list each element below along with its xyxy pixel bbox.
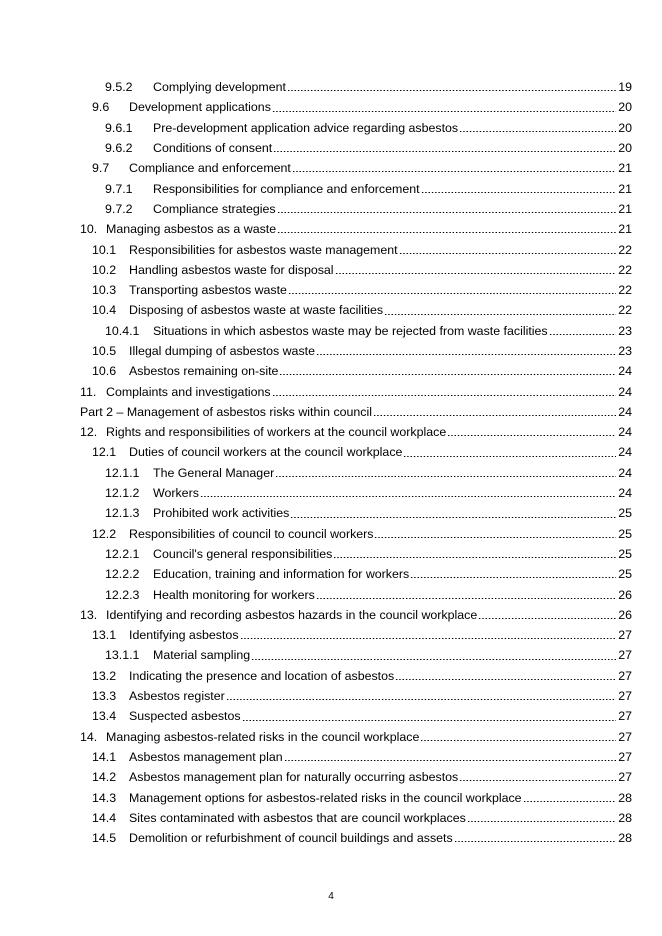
dot-leader xyxy=(277,212,617,213)
dot-leader xyxy=(316,354,616,355)
dot-leader xyxy=(549,334,617,335)
toc-entry-page: 28 xyxy=(618,790,632,805)
dot-leader xyxy=(454,841,617,842)
toc-entry-title: Asbestos management plan xyxy=(129,749,283,764)
toc-entry-page: 28 xyxy=(618,831,632,846)
toc-entry[interactable] xyxy=(0,280,662,300)
toc-entry[interactable] xyxy=(0,341,662,361)
toc-entry-page: 24 xyxy=(618,384,632,399)
toc-entry-title: Complaints and investigations xyxy=(106,384,271,399)
toc-entry-number: 9.7.2 xyxy=(105,201,133,216)
toc-entry-page: 27 xyxy=(618,709,632,724)
toc-entry[interactable] xyxy=(0,321,662,341)
toc-entry-number: 12.2.1 xyxy=(105,546,140,561)
toc-entry-title: Compliance strategies xyxy=(153,201,276,216)
dot-leader xyxy=(277,232,616,233)
dot-leader xyxy=(242,720,617,721)
toc-entry-number: 10.2 xyxy=(92,262,117,277)
dot-leader xyxy=(200,496,616,497)
dot-leader xyxy=(410,577,616,578)
toc-entry[interactable] xyxy=(0,767,662,787)
toc-entry[interactable] xyxy=(0,524,662,544)
toc-entry-number: 12.1.2 xyxy=(105,486,140,501)
toc-entry[interactable] xyxy=(0,77,662,97)
toc-entry[interactable] xyxy=(0,260,662,280)
toc-entry-page: 21 xyxy=(618,201,632,216)
toc-entry-number: 9.6 xyxy=(92,100,110,115)
toc-entry-number: 13.1 xyxy=(92,628,117,643)
toc-entry-page: 28 xyxy=(618,810,632,825)
toc-entry-number: 12.2.3 xyxy=(105,587,140,602)
dot-leader xyxy=(467,821,616,822)
toc-entry-title: Disposing of asbestos waste at waste facilities xyxy=(129,303,384,318)
toc-entry-page: 21 xyxy=(618,222,632,237)
toc-entry-page: 25 xyxy=(618,526,632,541)
toc-entry-title: Identifying asbestos xyxy=(129,628,239,643)
toc-entry-number: 9.6.2 xyxy=(105,141,133,156)
toc-entry-title: Situations in which asbestos waste may be rejected from waste facilities xyxy=(153,323,548,338)
dot-leader xyxy=(275,476,616,477)
toc-entry-number: 9.7.1 xyxy=(105,181,133,196)
toc-entry-title: Suspected asbestos xyxy=(129,709,241,724)
toc-entry[interactable] xyxy=(0,747,662,767)
dot-leader xyxy=(523,801,617,802)
toc-entry-title: Complying development xyxy=(153,80,286,95)
toc-entry[interactable] xyxy=(0,828,662,848)
toc-entry-title: Material sampling xyxy=(153,648,251,663)
toc-entry-page: 27 xyxy=(618,648,632,663)
toc-entry-page: 22 xyxy=(618,262,632,277)
toc-entry-number: 13.2 xyxy=(92,668,117,683)
toc-entry-page: 24 xyxy=(618,364,632,379)
toc-entry-number: 14.5 xyxy=(92,831,117,846)
toc-entry-page: 25 xyxy=(618,546,632,561)
dot-leader xyxy=(384,314,616,315)
toc-entry[interactable] xyxy=(0,787,662,807)
toc-entry-title: Duties of council workers at the council workplace xyxy=(129,445,403,460)
toc-entry[interactable] xyxy=(0,625,662,645)
toc-entry-number: 14.4 xyxy=(92,810,117,825)
toc-entry-page: 27 xyxy=(618,689,632,704)
toc-entry-number: 10. xyxy=(80,222,98,237)
toc-entry[interactable] xyxy=(0,178,662,198)
dot-leader xyxy=(459,131,616,132)
dot-leader xyxy=(273,151,616,152)
toc-entry[interactable] xyxy=(0,706,662,726)
toc-entry-page: 22 xyxy=(618,242,632,257)
toc-entry[interactable] xyxy=(0,584,662,604)
toc-entry[interactable] xyxy=(0,361,662,381)
dot-leader xyxy=(373,415,616,416)
toc-entry-title: Part 2 – Management of asbestos risks within council xyxy=(80,404,373,419)
toc-entry-page: 19 xyxy=(618,80,632,95)
dot-leader xyxy=(226,699,616,700)
toc-entry-number: 14. xyxy=(80,729,98,744)
toc-entry-title: Prohibited work activities xyxy=(153,506,290,521)
toc-entry-number: 10.4 xyxy=(92,303,117,318)
toc-entry-title: Indicating the presence and location of asbestos xyxy=(129,668,395,683)
toc-entry[interactable] xyxy=(0,199,662,219)
toc-entry-number: 9.6.1 xyxy=(105,120,133,135)
toc-entry-page: 24 xyxy=(618,404,632,419)
toc-entry[interactable] xyxy=(0,239,662,259)
toc-entry-number: 13.1.1 xyxy=(105,648,140,663)
toc-entry-page: 20 xyxy=(618,141,632,156)
toc-entry-number: 11. xyxy=(80,384,97,399)
toc-entry-page: 23 xyxy=(618,323,632,338)
toc-entry-page: 22 xyxy=(618,283,632,298)
dot-leader xyxy=(316,598,616,599)
toc-entry[interactable] xyxy=(0,422,662,442)
dot-leader xyxy=(284,760,617,761)
toc-entry[interactable] xyxy=(0,808,662,828)
toc-entry-page: 26 xyxy=(618,587,632,602)
toc-entry-number: 9.7 xyxy=(92,161,110,176)
dot-leader xyxy=(240,638,617,639)
toc-entry-title: The General Manager xyxy=(153,465,275,480)
toc-entry-title: Sites contaminated with asbestos that are council workplaces xyxy=(129,810,466,825)
dot-leader xyxy=(251,659,616,660)
toc-entry-page: 24 xyxy=(618,425,632,440)
toc-entry[interactable] xyxy=(0,503,662,523)
dot-leader xyxy=(447,435,616,436)
toc-entry[interactable] xyxy=(0,402,662,422)
toc-entry-title: Managing asbestos-related risks in the council workplace xyxy=(106,729,420,744)
dot-leader xyxy=(287,90,616,91)
toc-entry-number: 10.1 xyxy=(92,242,117,257)
toc-entry[interactable] xyxy=(0,605,662,625)
toc-entry[interactable] xyxy=(0,442,662,462)
toc-entry-page: 21 xyxy=(618,181,632,196)
dot-leader xyxy=(421,192,617,193)
toc-entry-page: 20 xyxy=(618,100,632,115)
toc-entry[interactable] xyxy=(0,564,662,584)
dot-leader xyxy=(399,253,617,254)
toc-entry-page: 27 xyxy=(618,749,632,764)
toc-entry-number: 13.3 xyxy=(92,689,117,704)
toc-entry-title: Illegal dumping of asbestos waste xyxy=(129,344,315,358)
dot-leader xyxy=(333,557,616,558)
toc-entry-number: 12.1.3 xyxy=(105,506,140,521)
toc-entry[interactable] xyxy=(0,381,662,401)
toc-entry-number: 14.3 xyxy=(92,790,117,805)
toc-entry[interactable] xyxy=(0,666,662,686)
toc-entry-number: 12.1 xyxy=(92,445,117,460)
dot-leader xyxy=(272,395,617,396)
toc-entry-page: 22 xyxy=(618,303,632,318)
dot-leader xyxy=(272,111,616,112)
toc-entry-title: Transporting asbestos waste xyxy=(129,283,287,298)
toc-entry-title: Management options for asbestos-related risks in the council workplace xyxy=(129,790,522,805)
toc-entry-page: 25 xyxy=(618,506,632,521)
toc-entry[interactable] xyxy=(0,158,662,178)
toc-entry-title: Identifying and recording asbestos hazards in the council workplace xyxy=(106,607,478,622)
toc-entry-title: Workers xyxy=(153,486,199,501)
toc-entry-title: Compliance and enforcement xyxy=(129,161,291,176)
toc-entry-page: 25 xyxy=(618,567,632,582)
toc-entry-page: 27 xyxy=(618,628,632,643)
dot-leader xyxy=(395,679,616,680)
dot-leader xyxy=(288,293,616,294)
toc-entry-page: 24 xyxy=(618,465,632,480)
dot-leader xyxy=(279,374,616,375)
toc-entry-title: Responsibilities for asbestos waste management xyxy=(129,242,398,257)
toc-entry-number: 12.2.2 xyxy=(105,567,140,582)
toc-entry-title: Handling asbestos waste for disposal xyxy=(129,262,334,277)
toc-entry-title: Pre-development application advice regarding asbestos xyxy=(153,120,459,135)
toc-entry-number: 10.3 xyxy=(92,283,117,298)
toc-entry-title: Responsibilities for compliance and enforcement xyxy=(153,181,420,196)
toc-entry-title: Education, training and information for workers xyxy=(153,567,410,582)
toc-entry-number: 14.1 xyxy=(92,749,117,764)
toc-entry-number: 12. xyxy=(80,425,98,440)
toc-entry-number: 13.4 xyxy=(92,709,117,724)
toc-entry-title: Responsibilities of council to council workers xyxy=(129,526,374,541)
toc-entry-title: Rights and responsibilities of workers at the council workplace xyxy=(106,425,447,440)
toc-entry[interactable] xyxy=(0,97,662,117)
toc-entry-number: 10.5 xyxy=(92,344,117,358)
dot-leader xyxy=(290,517,616,518)
toc-entry-page: 27 xyxy=(618,770,632,785)
dot-leader xyxy=(420,740,616,741)
toc-entry[interactable] xyxy=(0,300,662,320)
toc-entry-number: 10.4.1 xyxy=(105,323,140,338)
toc-entry[interactable] xyxy=(0,219,662,239)
toc-entry-page: 27 xyxy=(618,729,632,744)
page-number: 4 xyxy=(328,891,334,902)
toc-entry-title: Asbestos register xyxy=(129,689,225,704)
toc-entry[interactable] xyxy=(0,645,662,665)
toc-entry-page: 23 xyxy=(618,344,632,358)
toc-entry-number: 14.2 xyxy=(92,770,117,785)
toc-entry-page: 21 xyxy=(618,161,632,176)
toc-entry[interactable] xyxy=(0,138,662,158)
toc-entry-page: 27 xyxy=(618,668,632,683)
toc-entry-title: Development applications xyxy=(129,100,271,115)
toc-entry-title: Asbestos management plan for naturally occurring asbestos xyxy=(129,770,459,785)
dot-leader xyxy=(459,780,616,781)
toc-entry-number: 12.1.1 xyxy=(105,465,140,480)
toc-entry[interactable] xyxy=(0,483,662,503)
dot-leader xyxy=(292,171,616,172)
toc-entry-number: 13. xyxy=(80,607,98,622)
toc-entry-title: Demolition or refurbishment of council buildings and assets xyxy=(129,831,453,846)
toc-entry[interactable] xyxy=(0,686,662,706)
table-of-contents xyxy=(0,77,662,848)
toc-entry[interactable] xyxy=(0,118,662,138)
toc-entry-page: 24 xyxy=(618,445,632,460)
toc-entry-page: 24 xyxy=(618,486,632,501)
toc-entry-number: 12.2 xyxy=(92,526,117,541)
toc-entry-number: 9.5.2 xyxy=(105,80,133,95)
toc-entry[interactable] xyxy=(0,544,662,564)
dot-leader xyxy=(478,618,616,619)
toc-entry-title: Asbestos remaining on-site xyxy=(129,364,279,379)
toc-entry-title: Health monitoring for workers xyxy=(153,587,315,602)
dot-leader xyxy=(403,456,616,457)
toc-entry[interactable] xyxy=(0,727,662,747)
toc-entry-title: Council's general responsibilities xyxy=(153,546,333,561)
toc-entry-title: Conditions of consent xyxy=(153,141,273,156)
toc-entry[interactable] xyxy=(0,463,662,483)
dot-leader xyxy=(335,273,617,274)
dot-leader xyxy=(374,537,616,538)
toc-entry-title: Managing asbestos as a waste xyxy=(106,222,277,237)
toc-entry-page: 26 xyxy=(618,607,632,622)
toc-entry-page: 20 xyxy=(618,120,632,135)
toc-entry-number: 10.6 xyxy=(92,364,117,379)
